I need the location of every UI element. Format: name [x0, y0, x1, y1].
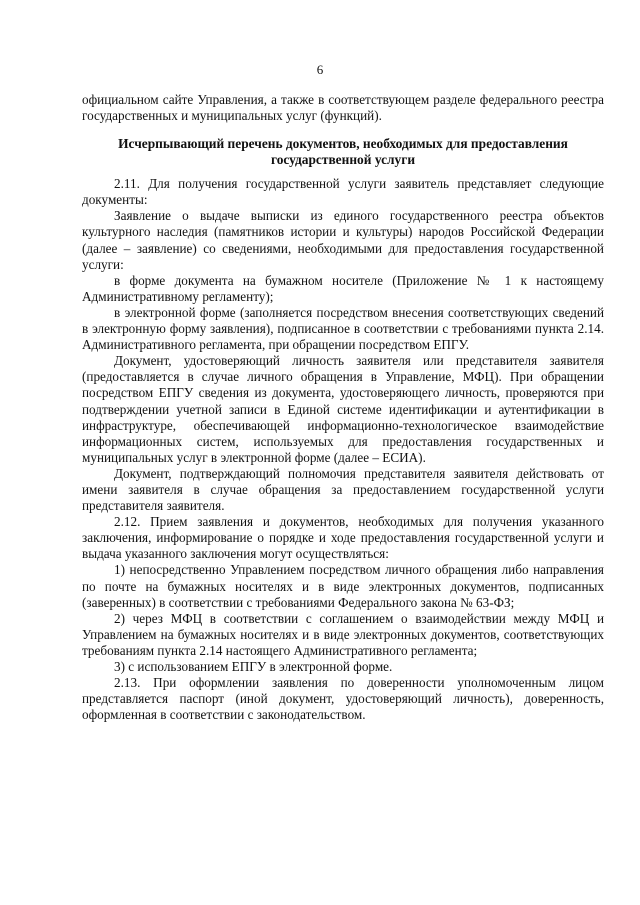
paragraph-2-11: 2.11. Для получения государственной услуги заявитель представляет следующие документы:: [82, 176, 604, 208]
paragraph-item-2: 2) через МФЦ в соответствии с соглашением о взаимодействии между МФЦ и Управлением на бумажных носителях и в виде электронных документов, соответствующих требованиям пункта 2.14 настоящего Административного регламента;: [82, 610, 604, 658]
paragraph-2-13: 2.13. При оформлении заявления по доверенности уполномоченным лицом представляется паспорт (иной документ, удостоверяющий личность), доверенность, оформленная в соответствии с законодательством.: [82, 675, 604, 723]
paragraph-2-12: 2.12. Прием заявления и документов, необходимых для получения указанного заключения, информирование о порядке и ходе предоставления государственной услуги и выдача указанного заключения могут осуществляться:: [82, 514, 604, 562]
paragraph-item-3: 3) с использованием ЕПГУ в электронной форме.: [114, 659, 393, 674]
paragraph-application: Заявление о выдаче выписки из единого государственного реестра объектов культурного наследия (памятников истории и культуры) народов Российской Федерации (далее – заявление) со сведениями, необходимыми для предоставления государственной услуги:: [82, 208, 604, 272]
page-number: 6: [316, 62, 324, 77]
paragraph-authority-document: Документ, подтверждающий полномочия представителя заявителя действовать от имени заявителя в случае обращения за предоставлением государственной услуги представителя заявителя.: [82, 465, 604, 514]
document-body: [82, 92, 604, 723]
paragraph-electronic-form: в электронной форме (заполняется посредством внесения соответствующих сведений в электронную форму заявления), подписанное в соответствии с требованиями пункта 2.14. Административного регламента, при обращении посредством ЕПГУ.: [82, 304, 604, 353]
paragraph-identity-document: Документ, удостоверяющий личность заявителя или представителя заявителя (предоставляется в случае личного обращения в Управление, МФЦ). При обращении посредством ЕПГУ сведения из документа, удостоверяющего личность, проверяются при подтверждении учетной записи в Единой системе идентификации и аутентификации в инфраструктуре, обеспечивающей информационно-технологическое взаимодействие информационных систем, используемых для предоставления государственных и муниципальных услуг в электронной форме (далее – ЕСИА).: [82, 353, 604, 465]
section-heading: Исчерпывающий перечень документов, необходимых для предоставления государственной услуги: [118, 136, 568, 168]
paragraph-paper-form: в форме документа на бумажном носителе (Приложение № 1 к настоящему Административному регламенту);: [82, 272, 604, 304]
intro-paragraph: официальном сайте Управления, а также в соответствующем разделе федерального реестра государственных и муниципальных услуг (функций).: [82, 92, 604, 124]
paragraph-item-1: 1) непосредственно Управлением посредством личного обращения либо направления по почте на бумажных носителях и в виде электронных документов, подписанных (заверенных) в соответствии с требованиями Федерального закона № 63-ФЗ;: [82, 562, 604, 610]
